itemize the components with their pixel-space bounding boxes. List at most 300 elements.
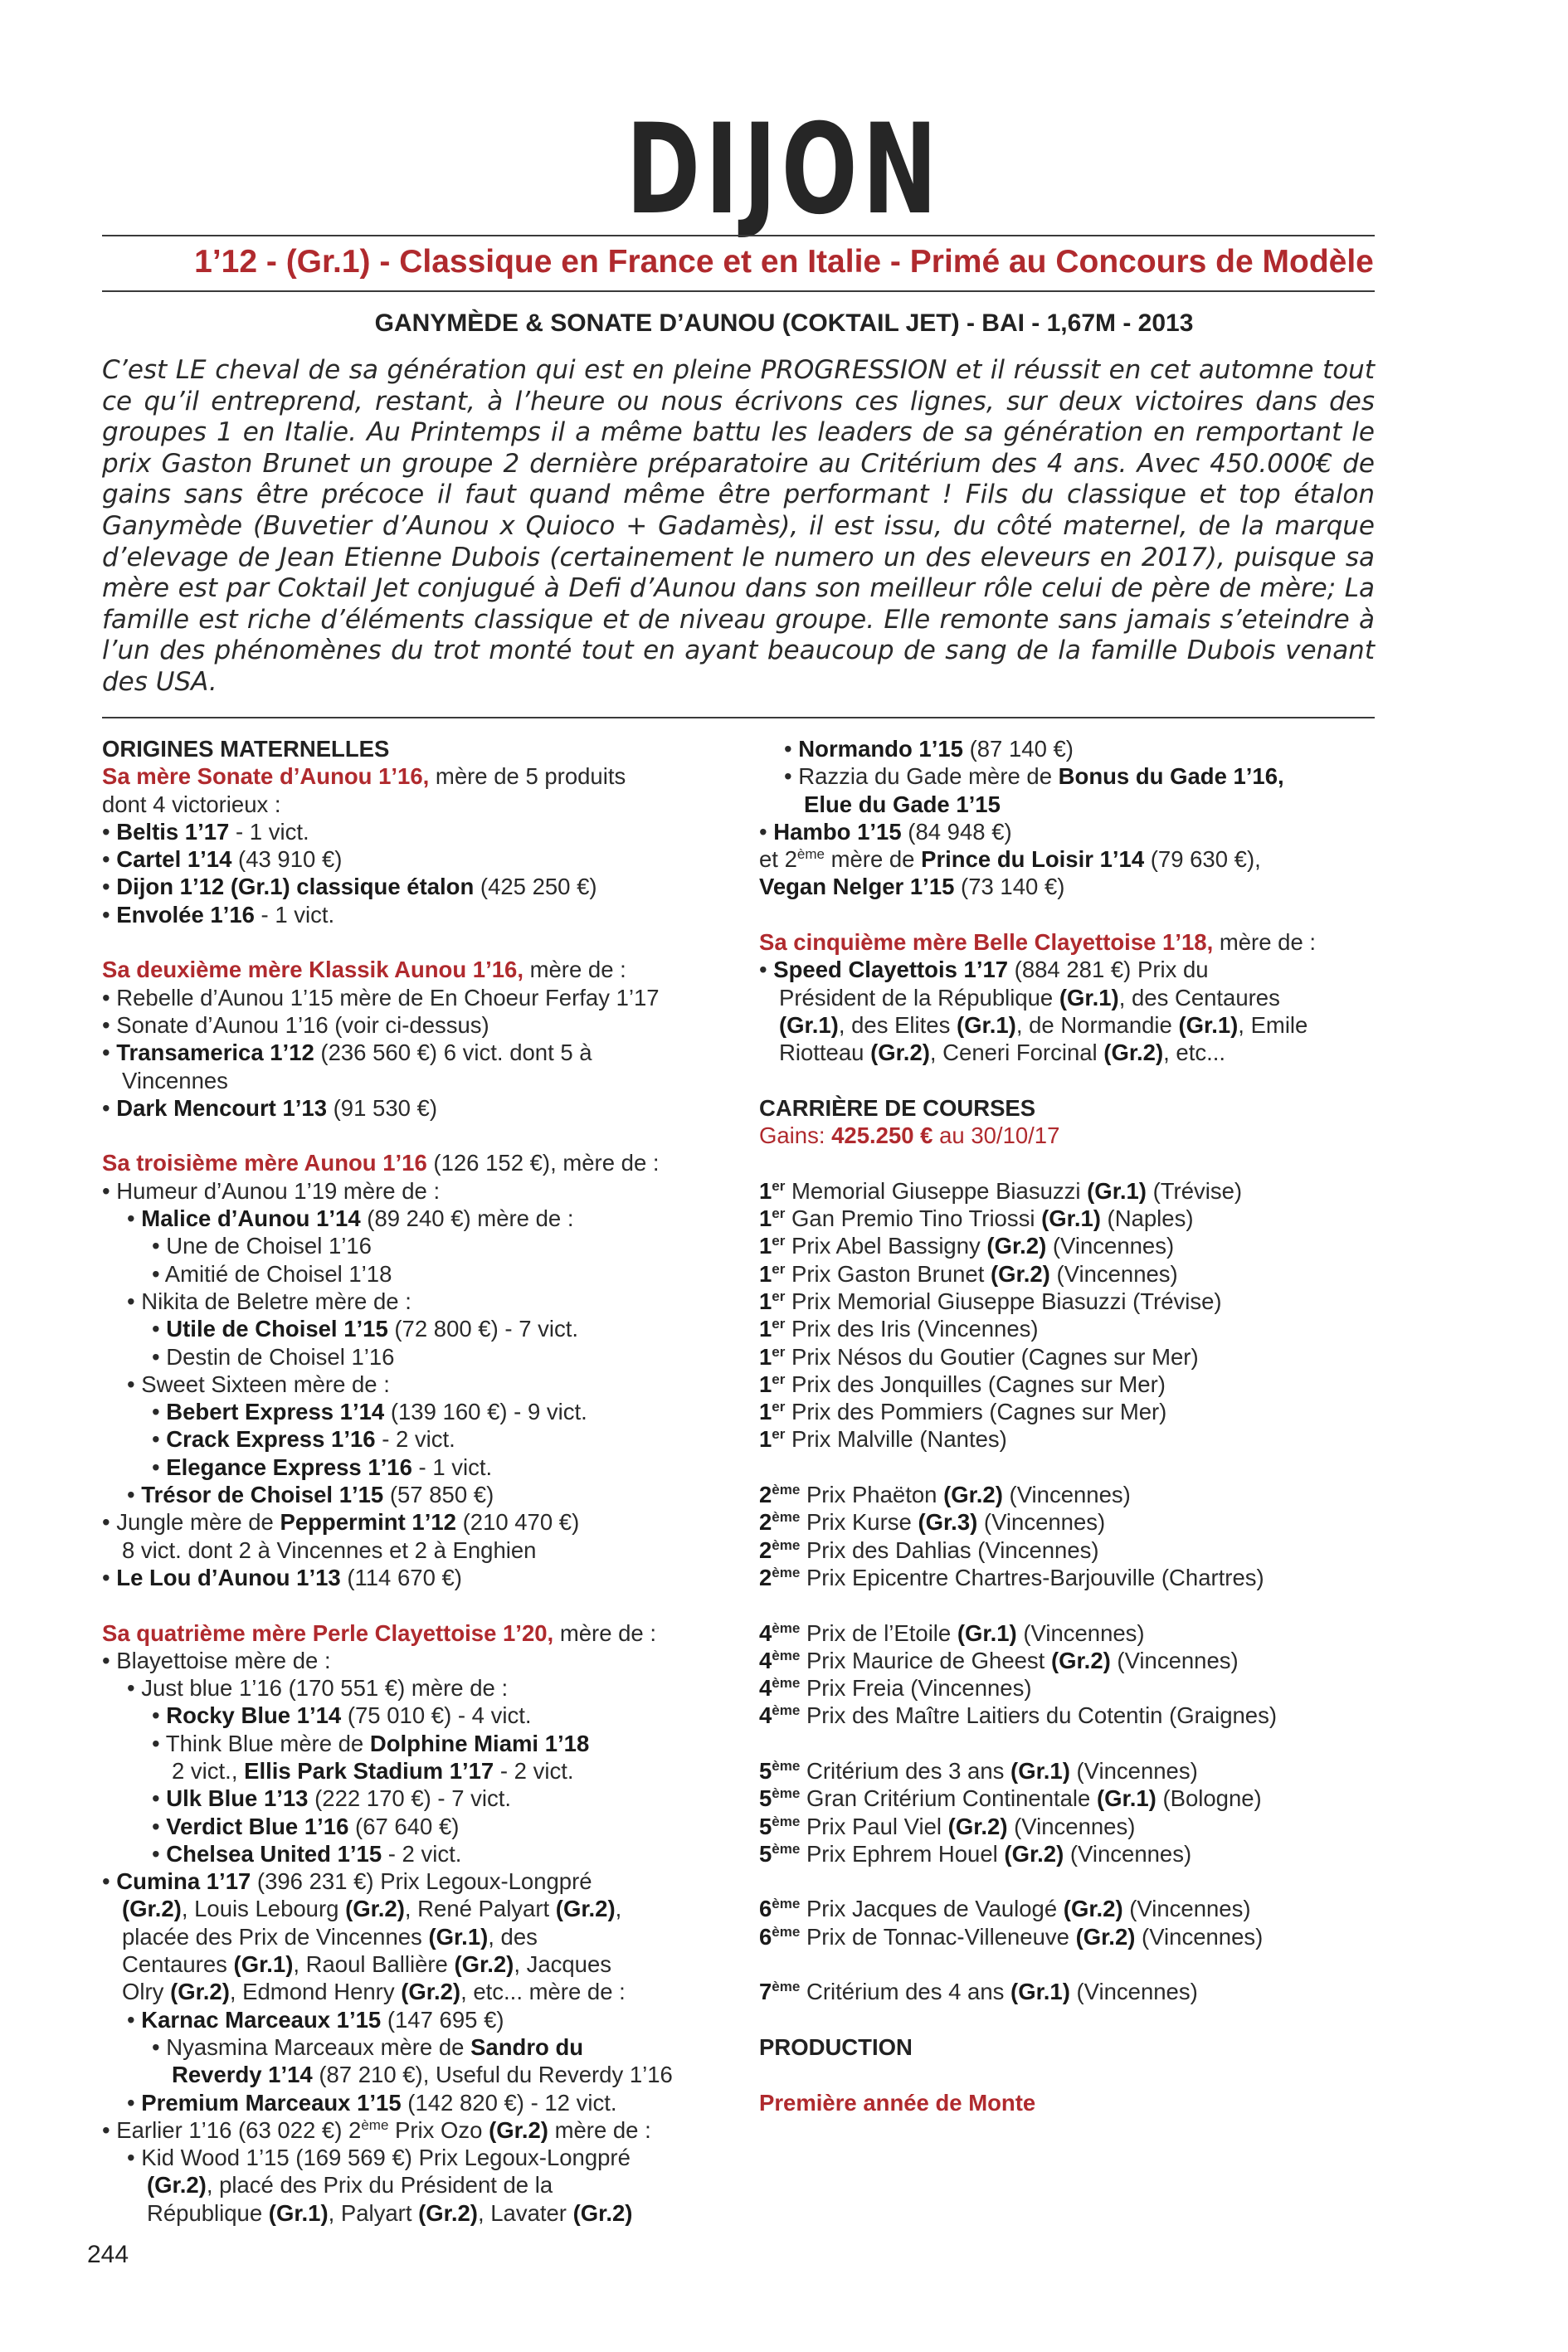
text-segment: (84 948 €) bbox=[901, 818, 1012, 845]
text-segment: Prix Abel Bassigny bbox=[785, 1233, 987, 1259]
spacer bbox=[102, 1591, 741, 1619]
text-segment: Prix des Pommiers (Cagnes sur Mer) bbox=[785, 1399, 1167, 1425]
text-segment: , Lavater bbox=[477, 2199, 573, 2226]
text-segment: Normando 1’15 bbox=[798, 736, 963, 762]
text-segment: 2 bbox=[759, 1482, 772, 1508]
text-segment: Prix de Tonnac-Villeneuve bbox=[800, 1923, 1076, 1950]
spacer bbox=[759, 1149, 1398, 1176]
text-segment: , Louis Lebourg bbox=[181, 1896, 346, 1922]
text-segment: au 30/10/17 bbox=[933, 1122, 1060, 1149]
text-segment: Riotteau bbox=[779, 1040, 871, 1066]
list-item bbox=[102, 1730, 741, 1757]
text-segment: (79 630 €), bbox=[1144, 846, 1261, 873]
text-segment: (Vincennes) bbox=[1002, 1482, 1131, 1508]
text-segment: Crack Express 1’16 bbox=[166, 1426, 376, 1453]
text-segment: (Naples) bbox=[1100, 1205, 1194, 1232]
text-segment: (Gr.1) bbox=[956, 1011, 1016, 1038]
text-segment: er bbox=[772, 1205, 786, 1222]
text-segment: (89 240 €) mère de : bbox=[360, 1205, 574, 1232]
text-segment: (Gr.2) bbox=[147, 2172, 207, 2199]
list-item bbox=[759, 1536, 1398, 1564]
list-item bbox=[102, 1481, 741, 1508]
career-column bbox=[759, 735, 1398, 2116]
text-segment: (Gr.2) bbox=[418, 2199, 478, 2226]
text-segment: Prix Malville (Nantes) bbox=[785, 1426, 1007, 1453]
text-segment: ème bbox=[772, 1702, 801, 1719]
text-segment: 5 bbox=[759, 1813, 772, 1839]
list-item bbox=[102, 1508, 741, 1536]
text-segment: (Vincennes) bbox=[977, 1509, 1106, 1536]
horse-subtitle: 1’12 - (Gr.1) - Classique en France et en Italie - Primé au Concours de Modèle bbox=[194, 244, 1374, 280]
text-segment: ème bbox=[772, 1509, 801, 1526]
text-segment: 2 bbox=[759, 1509, 772, 1536]
list-item bbox=[759, 1702, 1398, 1729]
section-heading bbox=[759, 2033, 1398, 2061]
text-segment: Reverdy 1’14 bbox=[172, 2062, 313, 2088]
text-segment: 425.250 € bbox=[831, 1122, 933, 1149]
text-segment: Sandro du bbox=[470, 2033, 584, 2060]
spacer bbox=[102, 1122, 741, 1149]
text-segment: Vegan Nelger 1’15 bbox=[759, 874, 955, 900]
list-item bbox=[102, 1232, 741, 1259]
list-item bbox=[759, 735, 1398, 762]
text-segment: (Gr.2) bbox=[1004, 1840, 1064, 1867]
text-segment: Prix Epicentre Chartres-Barjouville (Chartres) bbox=[800, 1564, 1264, 1590]
text-segment: Utile de Choisel 1’15 bbox=[166, 1316, 388, 1342]
text-segment: (Gr.2) bbox=[170, 1979, 230, 2005]
text-segment: Nyasmina Marceaux mère de bbox=[166, 2033, 471, 2060]
text-segment: (Gr.2) bbox=[986, 1233, 1047, 1259]
text-segment: (Gr.2) bbox=[489, 2116, 548, 2143]
text-segment: (Vincennes) bbox=[1007, 1813, 1136, 1839]
text-segment: , Jacques bbox=[514, 1951, 612, 1978]
text-segment: Gains: bbox=[759, 1122, 832, 1149]
text-segment: Beltis 1’17 bbox=[116, 818, 230, 845]
text-segment: , Ceneri Forcinal bbox=[929, 1040, 1104, 1066]
text-segment: - 2 vict. bbox=[382, 1840, 462, 1867]
text-segment: 1 bbox=[759, 1260, 772, 1287]
list-item bbox=[102, 1702, 741, 1729]
text-segment: ème bbox=[772, 1564, 801, 1580]
list-item bbox=[102, 1177, 741, 1205]
text-segment: Sa troisième mère Aunou 1’16 bbox=[102, 1150, 427, 1176]
text-segment: (210 470 €) bbox=[455, 1509, 580, 1536]
text-segment: Prix Gaston Brunet bbox=[785, 1260, 991, 1287]
text-segment: (Gr.2) bbox=[401, 1979, 461, 2005]
text-segment: ORIGINES MATERNELLES bbox=[102, 736, 390, 762]
text-segment: Prix Freia (Vincennes) bbox=[800, 1675, 1032, 1702]
text-segment: Prince du Loisir 1’14 bbox=[921, 846, 1145, 873]
list-item bbox=[759, 1813, 1398, 1840]
text-segment: placée des Prix de Vincennes bbox=[122, 1923, 429, 1950]
list-item bbox=[759, 1425, 1398, 1453]
text-segment: et 2 bbox=[759, 846, 797, 873]
text-segment: ème bbox=[772, 1675, 801, 1692]
text-segment: mère de : bbox=[548, 2116, 651, 2143]
text-segment: (126 152 €), mère de : bbox=[426, 1150, 660, 1176]
text-segment: dont 4 victorieux : bbox=[102, 791, 281, 817]
list-item bbox=[102, 901, 741, 928]
text-segment: Président de la République bbox=[779, 984, 1059, 1010]
text-segment: (396 231 €) Prix Legoux-Longpré bbox=[251, 1868, 592, 1895]
list-item bbox=[102, 1094, 741, 1122]
list-item bbox=[102, 1454, 741, 1481]
list-item bbox=[759, 1371, 1398, 1398]
list-item bbox=[759, 1978, 1398, 2005]
spacer bbox=[759, 1591, 1398, 1619]
text-segment: Jungle mère de bbox=[116, 1509, 280, 1536]
list-item bbox=[102, 1288, 741, 1315]
page-title: DIJON bbox=[626, 98, 942, 242]
text-segment: (Gr.2) bbox=[990, 1260, 1050, 1287]
list-item bbox=[102, 1039, 741, 1066]
text-segment: , etc... mère de : bbox=[460, 1979, 626, 2005]
list-item bbox=[759, 1647, 1398, 1674]
text-segment: Razzia du Gade mère de bbox=[798, 763, 1059, 790]
text-segment: 1 bbox=[759, 1343, 772, 1370]
text-segment: Elue du Gade 1’15 bbox=[804, 791, 1001, 817]
text-segment: 8 vict. dont 2 à Vincennes et 2 à Enghien bbox=[122, 1536, 537, 1563]
text-segment: Vincennes bbox=[122, 1067, 228, 1093]
text-segment: 2 bbox=[759, 1564, 772, 1590]
text-segment: (Gr.1) bbox=[233, 1951, 294, 1978]
text-segment: Chelsea United 1’15 bbox=[166, 1840, 382, 1867]
text-segment: 4 bbox=[759, 1675, 772, 1702]
text-segment: Prix Jacques de Vaulogé bbox=[800, 1896, 1064, 1922]
text-segment: 7 bbox=[759, 1979, 772, 2005]
spacer bbox=[759, 2006, 1398, 2033]
text-segment: (114 670 €) bbox=[340, 1564, 462, 1590]
list-item bbox=[102, 1011, 741, 1039]
text-segment: (Vincennes) bbox=[1135, 1923, 1264, 1950]
list-item bbox=[759, 791, 1398, 818]
text-segment: (142 820 €) - 12 vict. bbox=[401, 2089, 617, 2116]
list-item bbox=[759, 873, 1398, 900]
text-segment: Le Lou d’Aunou 1’13 bbox=[116, 1564, 341, 1590]
text-segment: Memorial Giuseppe Biasuzzi bbox=[785, 1177, 1088, 1204]
list-item bbox=[759, 1481, 1398, 1508]
text-segment: (Gr.2) bbox=[1075, 1923, 1136, 1950]
text-segment: Destin de Choisel 1’16 bbox=[166, 1343, 395, 1370]
text-segment: - 2 vict. bbox=[494, 1757, 574, 1784]
list-item bbox=[102, 2061, 741, 2088]
text-segment: Bebert Express 1’14 bbox=[166, 1399, 385, 1425]
list-item bbox=[102, 1398, 741, 1425]
text-segment: (75 010 €) - 4 vict. bbox=[341, 1702, 532, 1729]
text-segment: Speed Clayettois 1’17 bbox=[773, 957, 1009, 983]
section-heading bbox=[759, 1094, 1398, 1122]
spacer bbox=[759, 1454, 1398, 1481]
list-item bbox=[102, 1950, 741, 1978]
text-segment: ème bbox=[772, 1619, 801, 1636]
text-segment: 5 bbox=[759, 1840, 772, 1867]
list-item bbox=[759, 1895, 1398, 1922]
text-segment: (Vincennes) bbox=[1046, 1233, 1175, 1259]
list-item bbox=[102, 1674, 741, 1702]
list-item bbox=[759, 1785, 1398, 1812]
text-segment: Cartel 1’14 bbox=[116, 846, 232, 873]
text-segment: (Gr.2) bbox=[555, 1896, 616, 1922]
list-item bbox=[102, 1067, 741, 1094]
text-segment: (Gr.1) bbox=[1087, 1177, 1147, 1204]
text-segment: Nikita de Beletre mère de : bbox=[141, 1288, 411, 1314]
list-item bbox=[102, 1425, 741, 1453]
text-segment: (Vincennes) bbox=[1069, 1757, 1198, 1784]
text-segment: (884 281 €) Prix du bbox=[1008, 957, 1209, 983]
text-segment: er bbox=[772, 1260, 786, 1277]
maternal-origins-column bbox=[102, 735, 741, 2227]
text-segment: (Gr.1) bbox=[1010, 1757, 1070, 1784]
text-segment: (Gr.1) bbox=[428, 1923, 489, 1950]
list-item bbox=[102, 2116, 741, 2144]
list-item bbox=[759, 1011, 1398, 1039]
list-item bbox=[102, 2199, 741, 2227]
section-heading bbox=[102, 735, 741, 762]
text-segment: , des bbox=[488, 1923, 538, 1950]
list-item bbox=[102, 1343, 741, 1371]
text-segment: Prix des Dahlias (Vincennes) bbox=[800, 1536, 1099, 1563]
text-segment: (Gr.1) bbox=[1010, 1979, 1070, 2005]
list-item bbox=[759, 2089, 1398, 2116]
spacer bbox=[759, 2061, 1398, 2088]
text-segment: er bbox=[772, 1288, 786, 1304]
text-segment: er bbox=[772, 1177, 786, 1194]
text-segment: Ulk Blue 1’13 bbox=[166, 1785, 309, 1812]
text-segment: er bbox=[772, 1399, 786, 1415]
list-item bbox=[102, 1895, 741, 1922]
list-item bbox=[102, 762, 741, 790]
text-segment: Transamerica 1’12 bbox=[116, 1040, 314, 1066]
list-item bbox=[102, 2033, 741, 2061]
text-segment: , Raoul Ballière bbox=[293, 1951, 455, 1978]
text-segment: ème bbox=[772, 1647, 801, 1663]
text-segment: (Bologne) bbox=[1156, 1785, 1262, 1812]
text-segment: (87 140 €) bbox=[962, 736, 1074, 762]
text-segment: Elegance Express 1’16 bbox=[166, 1454, 412, 1480]
text-segment: mère de : bbox=[1213, 929, 1317, 956]
text-segment: Prix Ephrem Houel bbox=[800, 1840, 1005, 1867]
text-segment: Amitié de Choisel 1’18 bbox=[164, 1260, 392, 1287]
list-item bbox=[759, 1619, 1398, 1647]
text-segment: Dijon 1’12 (Gr.1) classique étalon bbox=[116, 874, 475, 900]
list-item bbox=[102, 984, 741, 1011]
list-item bbox=[102, 873, 741, 900]
text-segment: Une de Choisel 1’16 bbox=[166, 1233, 372, 1259]
text-segment: Sa deuxième mère Klassik Aunou 1’16, bbox=[102, 957, 523, 983]
text-segment: , René Palyart bbox=[404, 1896, 556, 1922]
text-segment: (Vincennes) bbox=[1064, 1840, 1192, 1867]
text-segment: (Gr.1) bbox=[268, 2199, 329, 2226]
list-item bbox=[102, 1315, 741, 1342]
list-item bbox=[102, 1205, 741, 1232]
text-segment: (139 160 €) - 9 vict. bbox=[384, 1399, 587, 1425]
list-item bbox=[102, 2006, 741, 2033]
text-segment: 1 bbox=[759, 1205, 772, 1232]
list-item bbox=[102, 1260, 741, 1288]
text-segment: Prix Ozo bbox=[388, 2116, 489, 2143]
text-segment: (Gr.2) bbox=[943, 1482, 1003, 1508]
text-segment: (Gr.1) bbox=[779, 1011, 839, 1038]
text-segment: ème bbox=[361, 2116, 389, 2133]
text-segment: (236 560 €) 6 vict. dont 5 à bbox=[314, 1040, 592, 1066]
spacer bbox=[759, 1867, 1398, 1895]
text-segment: 1 bbox=[759, 1316, 772, 1342]
list-item bbox=[759, 1840, 1398, 1867]
text-segment: Olry bbox=[122, 1979, 171, 2005]
text-segment: (Vincennes) bbox=[1069, 1979, 1198, 2005]
text-segment: (Gr.2) bbox=[947, 1813, 1008, 1839]
text-segment: (Gr.1) bbox=[1041, 1205, 1101, 1232]
text-segment: ème bbox=[772, 1840, 801, 1857]
text-segment: - 1 vict. bbox=[229, 818, 309, 845]
text-segment: Karnac Marceaux 1’15 bbox=[141, 2006, 382, 2033]
list-item bbox=[102, 1149, 741, 1176]
text-segment: Cumina 1’17 bbox=[116, 1868, 251, 1895]
list-item bbox=[759, 1343, 1398, 1371]
text-segment: Trésor de Choisel 1’15 bbox=[141, 1482, 384, 1508]
text-segment: er bbox=[772, 1371, 786, 1387]
text-segment: Premium Marceaux 1’15 bbox=[141, 2089, 402, 2116]
text-segment: Hambo 1’15 bbox=[773, 818, 902, 845]
text-segment: , des Centaures bbox=[1118, 984, 1280, 1010]
divider-intro bbox=[102, 717, 1375, 718]
text-segment: mère de 5 produits bbox=[429, 763, 626, 790]
list-item bbox=[102, 1813, 741, 1840]
text-segment: 4 bbox=[759, 1702, 772, 1729]
text-segment: (Gr.1) bbox=[957, 1619, 1017, 1646]
text-segment: 1 bbox=[759, 1426, 772, 1453]
text-segment: Earlier 1’16 (63 022 €) 2 bbox=[116, 2116, 362, 2143]
text-segment: Peppermint 1’12 bbox=[280, 1509, 456, 1536]
text-segment: 2 bbox=[759, 1536, 772, 1563]
list-item bbox=[102, 1923, 741, 1950]
list-item bbox=[759, 1205, 1398, 1232]
list-item bbox=[759, 1315, 1398, 1342]
text-segment: Prix Memorial Giuseppe Biasuzzi (Trévise) bbox=[785, 1288, 1222, 1314]
text-segment: 2 vict., bbox=[172, 1757, 245, 1784]
text-segment: 1 bbox=[759, 1177, 772, 1204]
list-item bbox=[759, 1232, 1398, 1259]
text-segment: Blayettoise mère de : bbox=[116, 1647, 331, 1673]
text-segment: (425 250 €) bbox=[474, 874, 597, 900]
text-segment: ème bbox=[772, 1785, 801, 1802]
text-segment: (73 140 €) bbox=[954, 874, 1065, 900]
text-segment: Dark Mencourt 1’13 bbox=[116, 1094, 327, 1121]
text-segment: Prix Kurse bbox=[800, 1509, 918, 1536]
text-segment: Gan Premio Tino Triossi bbox=[785, 1205, 1042, 1232]
text-segment: Prix des Jonquilles (Cagnes sur Mer) bbox=[785, 1371, 1166, 1397]
intro-text: C’est LE cheval de sa génération qui est en pleine PROGRESSION et il réussit en cet automne tout ce qu’il entreprend, restant, à l’heure ou nous écrivons ces lignes, sur deux victoires dans des groupes 1 en Italie. Au Printemps il a même battu les leaders de sa génération en remportant le prix Gaston Brunet un groupe 2 dernière préparatoire au Critérium des 4 ans. Avec 450.000€ de gains sans être précoce il faut quand même être performant ! Fils du classique et top étalon Ganymède (Buvetier d’Aunou x Quioco + Gadamès), il est issu, du côté maternel, de la marque d’elevage de Jean Etienne Dubois (certainement le numero un des eleveurs en 2017), puisque sa mère est par Coktail Jet conjugué à Defi d’Aunou dans son meilleur rôle celui de père de mère; La famille est riche d’éléments classique et de niveau groupe. Elle remonte sans jamais s’eteindre à l’un des phénomènes du trot monté tout en ayant beaucoup de sang de la famille Dubois venant des USA. bbox=[102, 355, 1375, 697]
list-item bbox=[759, 1674, 1398, 1702]
text-segment: (Gr.3) bbox=[918, 1509, 978, 1536]
text-segment: mère de bbox=[824, 846, 922, 873]
text-segment: ème bbox=[772, 1757, 801, 1774]
text-segment: , Emile bbox=[1238, 1011, 1308, 1038]
text-segment: Sa cinquième mère Belle Clayettoise 1’18, bbox=[759, 929, 1214, 956]
text-segment: (Gr.2) bbox=[122, 1896, 182, 1922]
text-segment: (Gr.1) bbox=[1178, 1011, 1239, 1038]
spacer bbox=[759, 901, 1398, 928]
list-item bbox=[102, 1619, 741, 1647]
list-item bbox=[759, 1564, 1398, 1591]
list-item bbox=[102, 1647, 741, 1674]
text-segment: , de Normandie bbox=[1015, 1011, 1179, 1038]
text-segment: - 1 vict. bbox=[254, 901, 335, 928]
list-item bbox=[759, 984, 1398, 1011]
text-segment: (43 910 €) bbox=[231, 846, 343, 873]
text-segment: Critérium des 3 ans bbox=[800, 1757, 1011, 1784]
text-segment: Think Blue mère de bbox=[165, 1730, 370, 1756]
text-segment: (57 850 €) bbox=[383, 1482, 494, 1508]
list-item bbox=[759, 1398, 1398, 1425]
list-item bbox=[102, 1371, 741, 1398]
text-segment: Prix de l’Etoile bbox=[800, 1619, 957, 1646]
text-segment: PRODUCTION bbox=[759, 2033, 913, 2060]
spacer bbox=[102, 928, 741, 956]
text-segment: Envolée 1’16 bbox=[116, 901, 255, 928]
text-segment: ème bbox=[772, 1482, 801, 1498]
list-item bbox=[759, 1923, 1398, 1950]
list-item bbox=[102, 818, 741, 845]
list-item bbox=[759, 845, 1398, 873]
text-segment: (87 210 €), Useful du Reverdy 1’16 bbox=[312, 2062, 673, 2088]
divider-subtitle bbox=[102, 290, 1375, 292]
text-segment: 6 bbox=[759, 1896, 772, 1922]
text-segment: 1 bbox=[759, 1371, 772, 1397]
text-segment: er bbox=[772, 1343, 786, 1360]
text-segment: 4 bbox=[759, 1647, 772, 1673]
text-segment: er bbox=[772, 1233, 786, 1249]
list-item bbox=[102, 1785, 741, 1812]
text-segment: , des Elites bbox=[838, 1011, 957, 1038]
list-item bbox=[102, 1757, 741, 1785]
spacer bbox=[759, 1950, 1398, 1978]
text-segment: (67 640 €) bbox=[348, 1813, 460, 1839]
text-segment: Gran Critérium Continentale bbox=[800, 1785, 1097, 1812]
list-item bbox=[759, 1757, 1398, 1785]
text-segment: (Gr.2) bbox=[572, 2199, 633, 2226]
text-segment: (Gr.1) bbox=[1059, 984, 1119, 1010]
list-item bbox=[102, 1840, 741, 1867]
divider-top bbox=[102, 235, 1375, 236]
text-segment: 1 bbox=[759, 1288, 772, 1314]
text-segment: , etc... bbox=[1163, 1040, 1226, 1066]
list-item bbox=[759, 1288, 1398, 1315]
pedigree-line: GANYMÈDE & SONATE D’AUNOU (COKTAIL JET) - BAI - 1,67M - 2013 bbox=[374, 309, 1194, 337]
text-segment: mère de : bbox=[523, 957, 626, 983]
text-segment: Ellis Park Stadium 1’17 bbox=[244, 1757, 494, 1784]
text-segment: 5 bbox=[759, 1785, 772, 1812]
text-segment: Prix Paul Viel bbox=[800, 1813, 948, 1839]
text-segment: Kid Wood 1’15 (169 569 €) Prix Legoux-Longpré bbox=[141, 2145, 631, 2171]
text-segment: er bbox=[772, 1426, 786, 1443]
text-segment: Rebelle d’Aunou 1’15 mère de En Choeur Ferfay 1’17 bbox=[116, 984, 660, 1010]
text-segment: ème bbox=[772, 1979, 801, 1995]
text-segment: Sonate d’Aunou 1’16 (voir ci-dessus) bbox=[116, 1011, 489, 1038]
text-segment: Prix des Iris (Vincennes) bbox=[785, 1316, 1039, 1342]
list-item bbox=[102, 2089, 741, 2116]
text-segment: (Vincennes) bbox=[1110, 1647, 1239, 1673]
text-segment: (Gr.2) bbox=[1050, 1647, 1111, 1673]
text-segment: (Vincennes) bbox=[1016, 1619, 1145, 1646]
text-segment: - 1 vict. bbox=[411, 1454, 493, 1480]
text-segment: ème bbox=[772, 1813, 801, 1829]
text-segment: ème bbox=[772, 1896, 801, 1912]
intro-paragraph bbox=[102, 355, 1375, 699]
text-segment: Rocky Blue 1’14 bbox=[166, 1702, 342, 1729]
spacer bbox=[759, 1067, 1398, 1094]
list-item bbox=[102, 791, 741, 818]
